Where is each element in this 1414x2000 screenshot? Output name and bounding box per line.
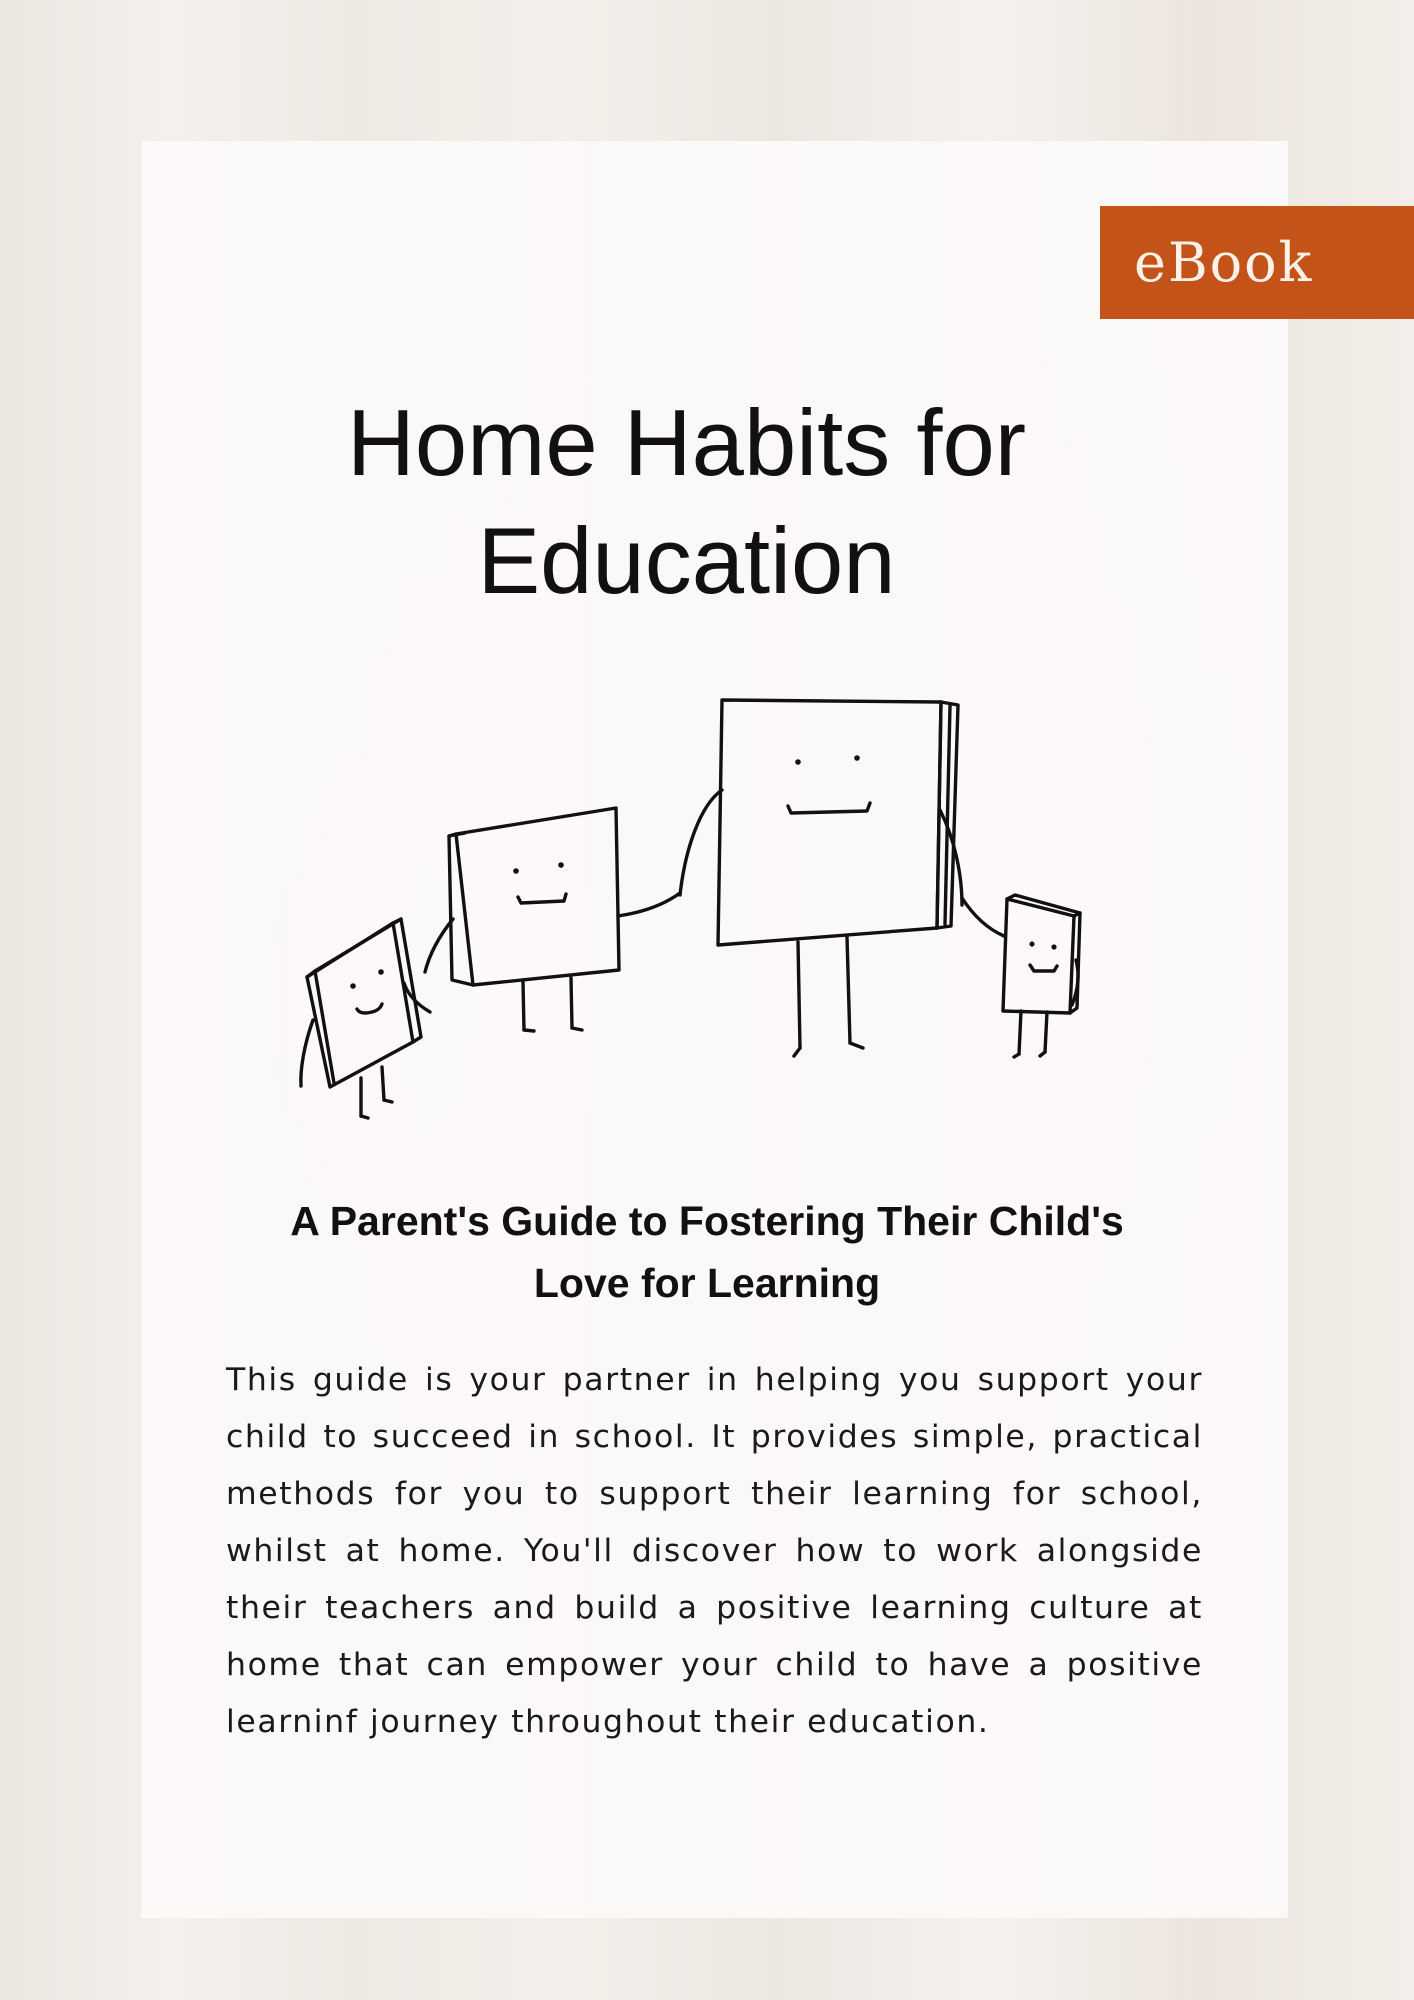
subtitle [230, 1190, 1184, 1314]
subtitle-line-1: A Parent's Guide to Fostering Their Child's [290, 1198, 1124, 1244]
small-book-figure [301, 919, 430, 1118]
description-paragraph: This guide is your partner in helping you support your child to succeed in school. It provides simple, practical methods for you to support their learning for school, whilst at home. You'll discover how to work alongside their teachers and build a positive learning culture at home that can empower your child to have a positive learninf journey throughout their education. [226, 1362, 1203, 1740]
medium-book-figure [425, 808, 680, 1031]
title-line-1: Home Habits for [346, 390, 1027, 495]
page-title [141, 384, 1232, 620]
book-family-illustration [290, 690, 1130, 1130]
ebook-badge: eBook [1100, 206, 1414, 319]
title-line-2: Education [477, 508, 896, 613]
tiny-book-figure [962, 895, 1080, 1057]
big-book-figure [680, 700, 962, 1056]
subtitle-line-2: Love for Learning [533, 1260, 881, 1306]
